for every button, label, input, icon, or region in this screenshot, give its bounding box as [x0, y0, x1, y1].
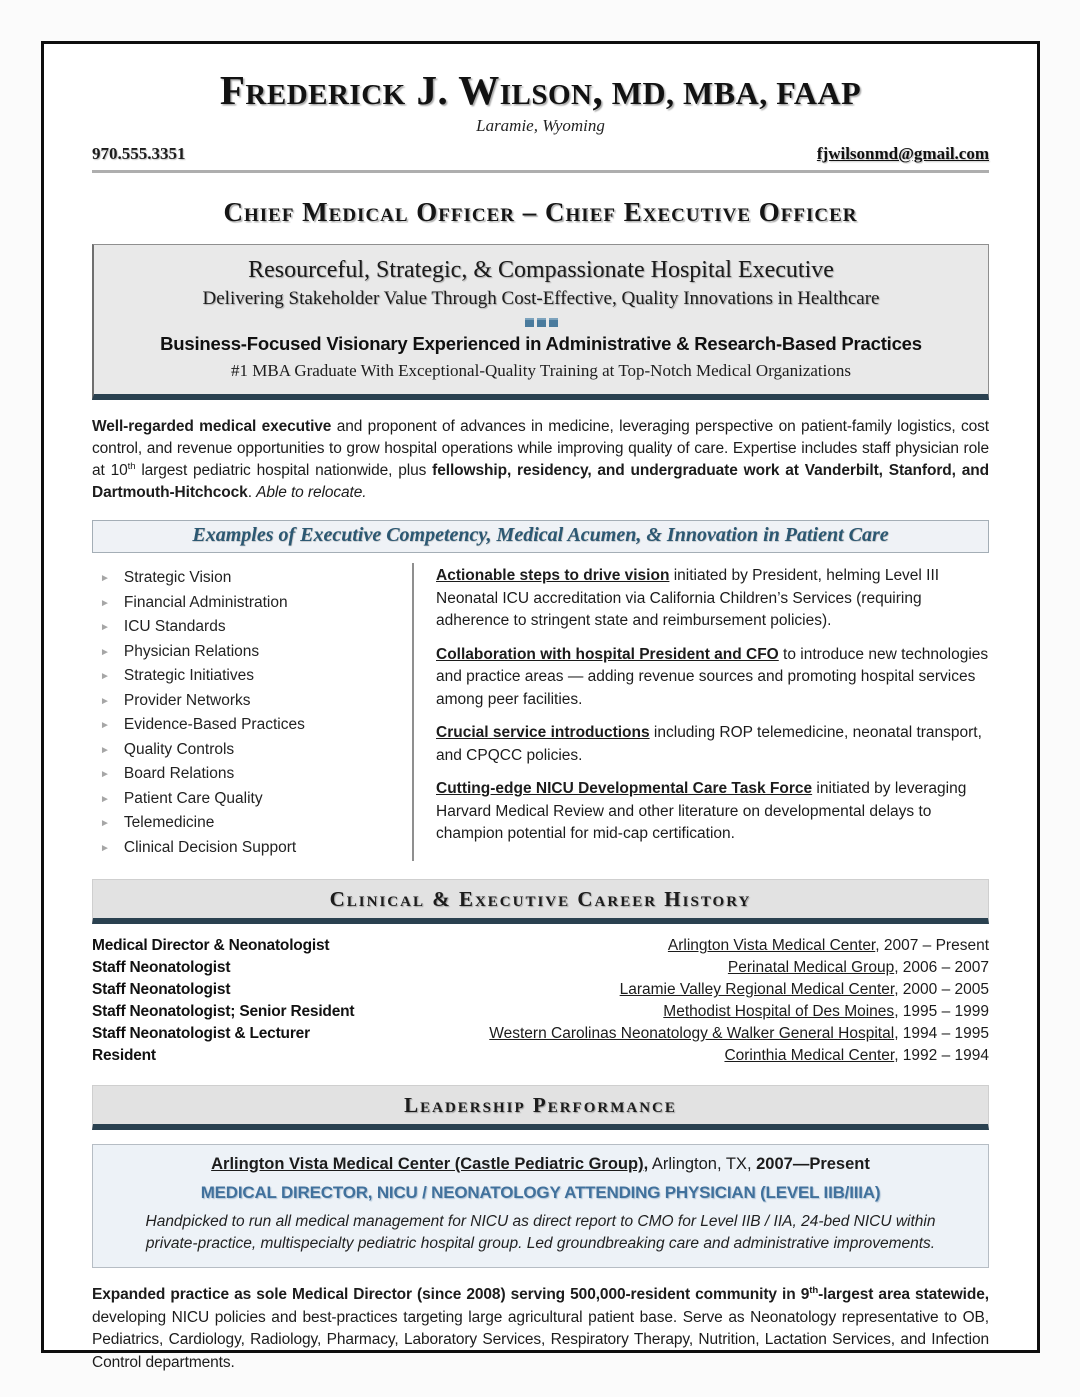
profile-text: largest pediatric hospital nationwide, plus: [135, 462, 433, 480]
relocate-note: Able to relocate.: [256, 484, 367, 502]
expansion-text: developing NICU policies and best-practices targeting large agricultural patient base. Serve as Neonatology representative to OB, Pediatrics, Cardiology, Radiology, Pharmacy, Laboratory Services, Respiratory Therapy, Nutrition, Lactation Services, and Infection Control departments.: [92, 1308, 989, 1371]
leadership-section-banner: Leadership Performance: [92, 1085, 989, 1130]
competency-examples: [414, 563, 989, 861]
competency-label: Patient Care Quality: [123, 789, 263, 807]
competency-section-header: Examples of Executive Competency, Medical Acumen, & Innovation in Patient Care: [92, 520, 989, 553]
ordinal-superscript: th: [809, 1284, 819, 1296]
employer-name: Arlington Vista Medical Center: [667, 937, 876, 955]
triangle-bullet-icon: ►: [100, 695, 110, 707]
triangle-bullet-icon: ►: [100, 769, 110, 781]
table-row: [92, 957, 989, 979]
employer-cell: [489, 1023, 989, 1045]
table-row: [92, 1023, 989, 1045]
employer-cell: [668, 935, 989, 957]
example-lead: Actionable steps to drive vision: [436, 567, 670, 585]
summary-value-statement: Business-Focused Visionary Experienced in Administrative & Research-Based Practices: [160, 333, 922, 355]
employment-dates: , 2006 – 2007: [894, 959, 989, 977]
candidate-location: Laramie, Wyoming: [476, 116, 605, 136]
list-item: [92, 812, 412, 837]
triangle-bullet-icon: ►: [100, 818, 110, 830]
employment-dates: , 1994 – 1995: [894, 1025, 989, 1043]
list-item: [92, 567, 412, 592]
competency-label: Strategic Initiatives: [123, 667, 254, 685]
employer-name: Arlington Vista Medical Center (Castle Pediatric Group),: [211, 1155, 649, 1174]
employer-name: Perinatal Medical Group: [727, 959, 895, 977]
triangle-bullet-icon: ►: [100, 793, 110, 805]
employer-location: Arlington, TX,: [648, 1155, 757, 1174]
competency-label: Strategic Vision: [123, 569, 232, 587]
competency-label: Physician Relations: [123, 642, 260, 660]
employer-name: Methodist Hospital of Des Moines: [663, 1003, 895, 1021]
job-title: Staff Neonatologist & Lecturer: [92, 1025, 310, 1043]
employment-dates: 2007—Present: [756, 1155, 870, 1174]
triangle-bullet-icon: ►: [100, 573, 110, 585]
example-paragraph: [436, 565, 989, 633]
email-link[interactable]: fjwilsonmd@gmail.com: [816, 144, 989, 164]
three-squares-divider-icon: [102, 318, 980, 327]
candidate-name: Frederick J. Wilson,: [219, 67, 604, 113]
job-title: Staff Neonatologist; Senior Resident: [92, 1003, 355, 1021]
job-title: Staff Neonatologist: [92, 981, 231, 999]
profile-text: .: [247, 484, 257, 502]
candidate-credentials: MD, MBA, FAAP: [603, 75, 862, 111]
example-paragraph: [436, 778, 989, 846]
list-item: [92, 714, 412, 739]
leadership-role-description: Handpicked to run all medical management for NICU as direct report to CMO for Level IIB / IIA, 24-bed NICU within private-practice, multispecialty pediatric hospital group. Led groundbreaking care and administrative improvements.: [145, 1213, 936, 1253]
employer-cell: [663, 1001, 989, 1023]
summary-subtagline: Delivering Stakeholder Value Through Cost-Effective, Quality Innovations in Healthcare: [202, 288, 880, 310]
contact-row: [92, 144, 989, 164]
competency-label: Telemedicine: [123, 814, 215, 832]
list-item: [92, 592, 412, 617]
example-text: including ROP telemedicine, neonatal transport, and CPQCC policies.: [436, 724, 982, 764]
table-row: [92, 1001, 989, 1023]
triangle-bullet-icon: ►: [100, 597, 110, 609]
competency-label: ICU Standards: [123, 618, 226, 636]
list-item: [92, 690, 412, 715]
target-role-headline: Chief Medical Officer – Chief Executive Officer: [223, 197, 858, 228]
square-icon: [537, 318, 546, 327]
ordinal-superscript: th: [127, 460, 136, 472]
employment-dates: , 1992 – 1994: [894, 1047, 989, 1065]
expansion-paragraph: [92, 1284, 989, 1374]
employer-name: Corinthia Medical Center: [724, 1047, 895, 1065]
page-title: [92, 68, 989, 113]
expansion-bold-lead: -largest area statewide,: [818, 1286, 989, 1304]
profile-paragraph: [92, 416, 989, 504]
table-row: [92, 1045, 989, 1067]
employment-dates: , 2007 – Present: [875, 937, 989, 955]
list-item: [92, 763, 412, 788]
table-row: [92, 935, 989, 957]
header-divider: [92, 170, 989, 173]
example-lead: Cutting-edge NICU Developmental Care Task Force: [436, 780, 813, 798]
career-history-list: [92, 935, 989, 1067]
example-text: to introduce new technologies and practice areas — adding revenue sources and promoting hospital services among peer facilities.: [436, 645, 989, 708]
list-item: [92, 616, 412, 641]
employer-cell: [728, 957, 989, 979]
summary-tagline: Resourceful, Strategic, & Compassionate Hospital Executive: [248, 257, 834, 284]
employment-dates: , 2000 – 2005: [894, 981, 989, 999]
example-lead: Collaboration with hospital President and CFO: [436, 645, 779, 663]
competency-label: Quality Controls: [123, 740, 235, 758]
competency-list: [92, 563, 414, 861]
summary-credential-statement: #1 MBA Graduate With Exceptional-Quality Training at Top-Notch Medical Organizations: [231, 361, 851, 381]
competency-label: Financial Administration: [123, 593, 288, 611]
competency-label: Evidence-Based Practices: [123, 716, 305, 734]
expansion-bold-lead: Expanded practice as sole Medical Director (since 2008) serving 500,000-resident community in 9: [92, 1286, 810, 1304]
list-item: [92, 788, 412, 813]
resume-page: [41, 41, 1040, 1371]
job-title: Medical Director & Neonatologist: [92, 937, 330, 955]
triangle-bullet-icon: ►: [100, 720, 110, 732]
competency-label: Provider Networks: [123, 691, 251, 709]
leadership-highlight-box: [92, 1144, 989, 1268]
square-icon: [549, 318, 558, 327]
list-item: [92, 665, 412, 690]
example-text: initiated by President, helming Level III Neonatal ICU accreditation via California Children’s Services (requiring adherence to stringent state and reimbursement policies).: [436, 567, 940, 630]
example-paragraph: [436, 644, 989, 712]
list-item: [92, 837, 412, 862]
career-section-banner: Clinical & Executive Career History: [92, 879, 989, 924]
leadership-role-title: MEDICAL DIRECTOR, NICU / NEONATOLOGY ATTENDING PHYSICIAN (LEVEL IIB/IIIA): [200, 1183, 881, 1203]
phone-number: 970.555.3351: [92, 144, 186, 164]
triangle-bullet-icon: ►: [100, 744, 110, 756]
competency-columns: [92, 563, 989, 861]
triangle-bullet-icon: ►: [100, 622, 110, 634]
list-item: [92, 641, 412, 666]
example-text: initiated by leveraging Harvard Medical Review and other literature on developmental delays to champion potential for mid-cap certification.: [436, 780, 967, 843]
triangle-bullet-icon: ►: [100, 842, 110, 854]
branding-summary-box: [92, 244, 989, 400]
profile-bold-lead: Well-regarded medical executive: [92, 418, 332, 436]
job-title: Resident: [92, 1047, 156, 1065]
table-row: [92, 979, 989, 1001]
triangle-bullet-icon: ►: [100, 671, 110, 683]
job-title: Staff Neonatologist: [92, 959, 231, 977]
leadership-employer-line: [119, 1155, 962, 1174]
profile-bold-credentials: fellowship, residency, and undergraduate work at Vanderbilt, Stanford, and Dartmouth-Hitchcock: [92, 462, 989, 502]
employment-dates: , 1995 – 1999: [894, 1003, 989, 1021]
employer-name: Laramie Valley Regional Medical Center: [619, 981, 895, 999]
square-icon: [525, 318, 534, 327]
employer-cell: [724, 1045, 989, 1067]
list-item: [92, 739, 412, 764]
triangle-bullet-icon: ►: [100, 646, 110, 658]
example-paragraph: [436, 722, 989, 767]
employer-cell: [620, 979, 989, 1001]
profile-text: and proponent of advances in medicine, leveraging perspective on patient-family logistics, cost control, and revenue opportunities to grow hospital operations while improving quality of care. Expertise includes staff physician role at 10: [92, 418, 990, 480]
example-lead: Crucial service introductions: [436, 724, 650, 742]
competency-label: Clinical Decision Support: [123, 838, 297, 856]
competency-label: Board Relations: [123, 765, 235, 783]
employer-name: Western Carolinas Neonatology & Walker General Hospital: [489, 1025, 895, 1043]
